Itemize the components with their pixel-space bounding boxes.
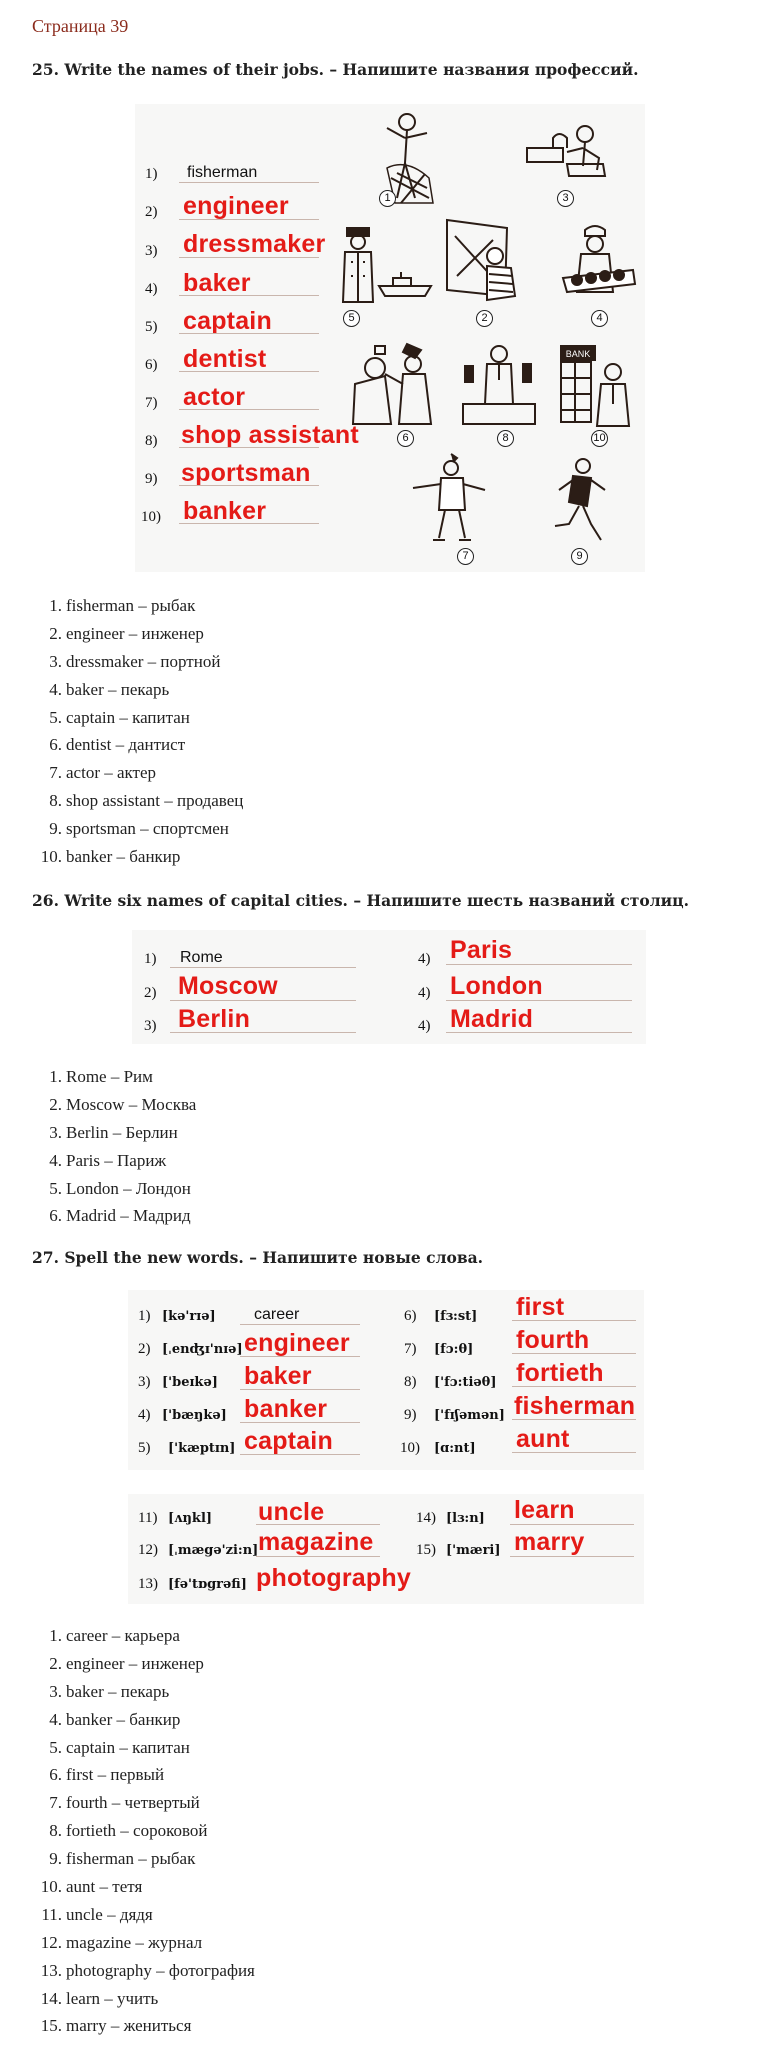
ws27-underline xyxy=(512,1419,636,1420)
ws27-row-number: 15) xyxy=(416,1542,436,1558)
list-item-text: dressmaker – портной xyxy=(66,651,221,671)
ws27-answer: captain xyxy=(244,1427,333,1455)
ws27-transcription: [lɜ:n] xyxy=(446,1511,485,1526)
ws26-underline xyxy=(446,1032,632,1033)
ws27-transcription: ['kæptɪn] xyxy=(168,1441,236,1456)
list-item: 13. photography – фотография xyxy=(40,1960,255,1980)
ws27-answer: photography xyxy=(256,1564,411,1592)
ws27-row-number: 10) xyxy=(400,1440,420,1456)
ws25-underline xyxy=(179,182,319,183)
ws26-row-number: 4) xyxy=(418,1018,431,1034)
list-item-text: first – первый xyxy=(66,1765,165,1785)
banker-illustration xyxy=(559,344,639,430)
ws26-row-number: 2) xyxy=(144,985,157,1001)
ws27-transcription: [fə'tɒgrəfi] xyxy=(168,1577,247,1592)
list-item: 12. magazine – журнал xyxy=(40,1932,203,1952)
ws25-underline xyxy=(179,219,319,220)
ws27-row-number: 11) xyxy=(138,1510,158,1526)
ws27-row-number: 13) xyxy=(138,1576,158,1592)
ws26-underline xyxy=(170,1000,356,1001)
ws25-answer: dressmaker xyxy=(183,230,326,258)
bank-sign-text: BANK xyxy=(565,349,591,359)
list-item-text: career – карьера xyxy=(66,1626,180,1645)
ws27-transcription: [ʌŋkl] xyxy=(168,1511,213,1526)
picture-number-badge: 6 xyxy=(397,430,414,447)
ws27-answer: first xyxy=(516,1293,565,1321)
list-item-text: captain – капитан xyxy=(66,1737,190,1757)
list-item: 3. baker – пекарь xyxy=(49,1681,170,1701)
baker-illustration xyxy=(559,222,639,312)
ws27-answer: fortieth xyxy=(516,1359,604,1387)
list-item: 1. Rome – Рим xyxy=(49,1067,153,1086)
ws26-row-number: 4) xyxy=(418,951,431,967)
list-item: 10. banker – банкир xyxy=(40,847,181,867)
ws27-answer: marry xyxy=(514,1528,585,1556)
ws25-answer: dentist xyxy=(183,345,267,373)
list-item: 5. captain – капитан xyxy=(49,707,190,727)
ws25-given-word: fisherman xyxy=(187,164,258,181)
ws25-row-number: 6) xyxy=(145,357,158,373)
ws25-row-number: 1) xyxy=(145,166,158,182)
list-item: 3. Berlin – Берлин xyxy=(49,1122,178,1142)
ws27-answer: magazine xyxy=(258,1528,374,1556)
list-item: 5. captain – капитан xyxy=(49,1737,190,1757)
ws27-underline xyxy=(512,1386,636,1387)
list-item: 9. fisherman – рыбак xyxy=(49,1849,196,1869)
list-item: 2. engineer – инженер xyxy=(49,1653,204,1673)
list-item-text: banker – банкир xyxy=(66,847,181,867)
ws27-transcription: [ˌenʤɪ'nɪə] xyxy=(162,1342,243,1357)
exercise-26-worksheet xyxy=(132,930,646,1044)
list-item-text: uncle – дядя xyxy=(66,1904,153,1924)
ws27-answer: uncle xyxy=(258,1498,325,1526)
ws25-answer: actor xyxy=(183,383,246,411)
picture-number-badge: 2 xyxy=(476,310,493,327)
list-item: 10. aunt – тетя xyxy=(40,1877,143,1897)
ws25-row-number: 8) xyxy=(145,433,158,449)
ws27-underline xyxy=(510,1524,634,1525)
ws25-row-number: 9) xyxy=(145,471,158,487)
ws25-answer: banker xyxy=(183,497,267,525)
ws26-answer: Madrid xyxy=(450,1005,534,1033)
picture-number-badge: 7 xyxy=(457,548,474,565)
ws27-underline xyxy=(256,1556,380,1557)
picture-number-badge: 3 xyxy=(557,190,574,207)
ws25-underline xyxy=(179,371,319,372)
list-item-text: aunt – тетя xyxy=(66,1877,143,1897)
list-item-text: shop assistant – продавец xyxy=(66,791,244,811)
exercise-27-heading: 27. Spell the new words. – Напишите новые слова. xyxy=(32,1248,484,1267)
ws27-row-number: 7) xyxy=(404,1341,417,1357)
ws27-underline xyxy=(240,1389,360,1390)
ws27-row-number: 4) xyxy=(138,1407,151,1423)
list-item: 8. shop assistant – продавец xyxy=(49,791,244,811)
exercise-25-answer-list xyxy=(32,592,243,871)
ws25-row-number: 3) xyxy=(145,243,158,259)
list-item: 14. learn – учить xyxy=(40,1988,159,2008)
ws27-transcription: [ɑ:nt] xyxy=(434,1441,476,1456)
exercise-27-worksheet-a xyxy=(128,1290,644,1470)
actor-illustration xyxy=(405,450,495,546)
ws26-underline xyxy=(170,967,356,968)
fisherman-illustration xyxy=(367,108,447,208)
list-item-text: actor – актер xyxy=(66,763,157,783)
list-item-text: learn – учить xyxy=(66,1988,159,2008)
list-item-text: Paris – Париж xyxy=(66,1150,167,1170)
list-item-text: baker – пекарь xyxy=(66,679,170,699)
list-item-text: fisherman – рыбак xyxy=(66,1849,196,1869)
list-item-text: fortieth – сороковой xyxy=(66,1821,208,1841)
list-item-text: banker – банкир xyxy=(66,1709,181,1729)
ws27-row-number: 5) xyxy=(138,1440,151,1456)
ws25-underline xyxy=(179,295,319,296)
ws27-given-word: career xyxy=(254,1306,300,1323)
ws27-transcription: [fɔ:θ] xyxy=(434,1342,474,1357)
shop-assistant-illustration xyxy=(459,340,539,430)
list-item: 1. fisherman – рыбак xyxy=(49,596,196,615)
ws27-row-number: 6) xyxy=(404,1308,417,1324)
ws26-row-number: 4) xyxy=(418,985,431,1001)
ws27-answer: aunt xyxy=(516,1425,570,1453)
ws27-answer: baker xyxy=(244,1362,312,1390)
list-item-text: photography – фотография xyxy=(66,1960,255,1980)
ws26-given-word: Rome xyxy=(180,949,223,966)
sportsman-illustration xyxy=(539,456,619,546)
ws27-row-number: 9) xyxy=(404,1407,417,1423)
ws26-answer: London xyxy=(450,972,543,1000)
ws27-transcription: [kə'rɪə] xyxy=(162,1309,216,1324)
list-item-text: engineer – инженер xyxy=(66,623,204,643)
list-item-text: London – Лондон xyxy=(66,1178,191,1198)
ws27-row-number: 2) xyxy=(138,1341,151,1357)
ws27-row-number: 3) xyxy=(138,1374,151,1390)
ws27-underline xyxy=(512,1452,636,1453)
ws27-transcription: ['bæŋkə] xyxy=(162,1408,227,1423)
list-item-text: Rome – Рим xyxy=(66,1067,153,1086)
dentist-illustration xyxy=(345,340,445,430)
exercise-25-worksheet xyxy=(135,104,645,572)
list-item-text: engineer – инженер xyxy=(66,1653,204,1673)
list-item: 6. dentist – дантист xyxy=(49,735,186,755)
picture-number-badge: 5 xyxy=(343,310,360,327)
ws26-row-number: 1) xyxy=(144,951,157,967)
ws25-row-number: 2) xyxy=(145,204,158,220)
list-item-text: fourth – четвертый xyxy=(66,1793,200,1813)
ws27-transcription: [fɜ:st] xyxy=(434,1309,478,1324)
exercise-27-worksheet-b xyxy=(128,1494,644,1604)
ws27-answer: fisherman xyxy=(514,1392,636,1420)
ws25-answer: sportsman xyxy=(181,459,311,487)
list-item: 1. career – карьера xyxy=(49,1626,180,1645)
list-item-text: Madrid – Мадрид xyxy=(66,1206,191,1226)
dressmaker-illustration xyxy=(523,118,613,188)
ws27-row-number: 14) xyxy=(416,1510,436,1526)
list-item-text: dentist – дантист xyxy=(66,735,186,755)
ws25-row-number: 4) xyxy=(145,281,158,297)
list-item: 11. uncle – дядя xyxy=(41,1904,153,1924)
ws27-answer: banker xyxy=(244,1395,328,1423)
ws25-underline xyxy=(179,447,319,448)
list-item: 6. first – первый xyxy=(49,1765,165,1785)
picture-number-badge: 9 xyxy=(571,548,588,565)
ws26-underline xyxy=(446,1000,632,1001)
ws26-answer: Berlin xyxy=(178,1005,251,1033)
ws27-row-number: 12) xyxy=(138,1542,158,1558)
list-item-text: Berlin – Берлин xyxy=(66,1122,178,1142)
ws25-underline xyxy=(179,333,319,334)
list-item: 5. London – Лондон xyxy=(49,1178,191,1198)
exercise-26-answer-list xyxy=(32,1063,196,1230)
picture-number-badge: 1 xyxy=(379,190,396,207)
ws27-underline xyxy=(240,1324,360,1325)
picture-number-badge: 10 xyxy=(591,430,608,447)
list-item: 2. engineer – инженер xyxy=(49,623,204,643)
ws27-answer: engineer xyxy=(244,1329,350,1357)
list-item: 4. banker – банкир xyxy=(49,1709,181,1729)
ws27-underline xyxy=(256,1524,380,1525)
ws27-underline xyxy=(240,1356,360,1357)
list-item: 7. fourth – четвертый xyxy=(49,1793,200,1813)
list-item-text: Moscow – Москва xyxy=(66,1094,197,1114)
ws25-answer: baker xyxy=(183,269,251,297)
list-item: 4. baker – пекарь xyxy=(49,679,170,699)
ws27-transcription: ['fɪʃəmən] xyxy=(434,1408,505,1423)
exercise-25-heading: 25. Write the names of their jobs. – Напишите названия профессий. xyxy=(32,60,639,79)
ws27-answer: fourth xyxy=(516,1326,590,1354)
list-item: 4. Paris – Париж xyxy=(49,1150,167,1170)
exercise-26-heading: 26. Write six names of capital cities. – Напишите шесть названий столиц. xyxy=(32,891,689,910)
exercise-27-answer-list xyxy=(32,1622,255,2040)
ws25-answer: captain xyxy=(183,307,272,335)
ws27-underline xyxy=(512,1353,636,1354)
list-item: 9. sportsman – спортсмен xyxy=(49,819,229,839)
captain-illustration xyxy=(331,222,437,312)
ws25-answer: engineer xyxy=(183,192,289,220)
ws27-underline xyxy=(512,1320,636,1321)
page-title: Страница 39 xyxy=(32,16,129,36)
list-item: 15. marry – жениться xyxy=(40,2016,192,2036)
list-item: 2. Moscow – Москва xyxy=(49,1094,197,1114)
ws27-underline xyxy=(240,1454,360,1455)
list-item-text: magazine – журнал xyxy=(66,1932,203,1952)
ws25-underline xyxy=(179,485,319,486)
list-item: 7. actor – актер xyxy=(49,763,157,783)
ws27-row-number: 8) xyxy=(404,1374,417,1390)
list-item: 6. Madrid – Мадрид xyxy=(49,1206,191,1226)
ws25-underline xyxy=(179,523,319,524)
ws25-row-number: 5) xyxy=(145,319,158,335)
engineer-illustration xyxy=(443,216,523,306)
ws27-underline xyxy=(510,1556,634,1557)
ws25-answer: shop assistant xyxy=(181,421,359,449)
ws26-underline xyxy=(446,964,632,965)
ws27-transcription: ['beɪkə] xyxy=(162,1375,218,1390)
ws26-answer: Paris xyxy=(450,936,513,964)
list-item-text: baker – пекарь xyxy=(66,1681,170,1701)
ws27-transcription: ['fɔ:tiəθ] xyxy=(434,1375,497,1390)
ws27-row-number: 1) xyxy=(138,1308,151,1324)
list-item-text: fisherman – рыбак xyxy=(66,596,196,615)
ws27-underline xyxy=(240,1422,360,1423)
list-item-text: sportsman – спортсмен xyxy=(66,819,229,839)
ws26-underline xyxy=(170,1032,356,1033)
ws26-row-number: 3) xyxy=(144,1018,157,1034)
list-item: 8. fortieth – сороковой xyxy=(49,1821,208,1841)
list-item: 3. dressmaker – портной xyxy=(49,651,221,671)
ws25-row-number: 10) xyxy=(141,509,161,525)
ws26-answer: Moscow xyxy=(178,972,278,1000)
ws25-underline xyxy=(179,409,319,410)
ws25-row-number: 7) xyxy=(145,395,158,411)
ws27-transcription: ['mæri] xyxy=(446,1543,501,1558)
ws25-underline xyxy=(179,257,319,258)
ws27-transcription: [ˌmægə'zi:n] xyxy=(168,1543,259,1558)
picture-number-badge: 8 xyxy=(497,430,514,447)
list-item-text: captain – капитан xyxy=(66,707,190,727)
ws27-answer: learn xyxy=(514,1496,575,1524)
list-item-text: marry – жениться xyxy=(66,2016,192,2036)
picture-number-badge: 4 xyxy=(591,310,608,327)
